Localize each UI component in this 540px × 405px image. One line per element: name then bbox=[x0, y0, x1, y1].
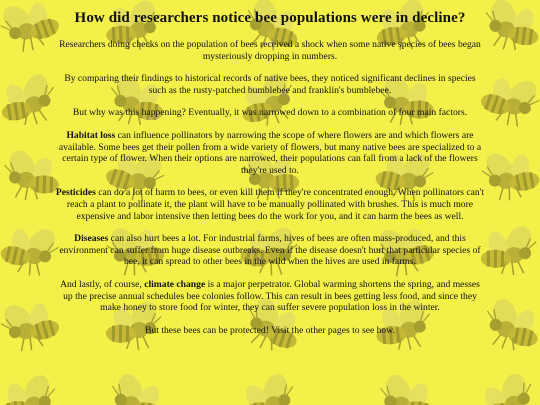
habitat-loss-paragraph bbox=[55, 130, 485, 176]
article bbox=[55, 0, 485, 336]
bee-icon bbox=[481, 221, 537, 275]
bee-icon bbox=[0, 290, 63, 356]
climate-change-term: climate change bbox=[144, 278, 206, 290]
climate-change-text: is a major perpetrator. Global warming shortens the spring, and messes up the precise annual schedules bee colonies follow. This can result in bees getting less food, and since they make honey to store food for winter, they can suffer severe population loss in the winter. bbox=[63, 278, 480, 314]
bee-icon bbox=[235, 367, 299, 405]
bee-icon bbox=[481, 0, 540, 54]
diseases-paragraph bbox=[55, 233, 485, 268]
bee-icon bbox=[3, 146, 60, 201]
bee-icon bbox=[377, 369, 437, 405]
page-title: How did researchers notice bee populations were in decline? bbox=[74, 10, 466, 26]
climate-change-prefix: And lastly, of course, bbox=[60, 278, 145, 290]
habitat-loss-text: can influence pollinators by narrowing the scope of where flowers are and which flowers are available. Some bees get their pollen from a wide variety of flowers, but many native bees are specialized to a certain type of flower. When their options are narrowed, their populations can fall from a lack of the flowers they're used to. bbox=[58, 129, 482, 176]
intro-paragraph: Researchers doing checks on the population of bees received a shock when some native species of bees began mysteriously dropping in numbers. bbox=[59, 39, 481, 62]
diseases-term: Diseases bbox=[74, 233, 109, 245]
bee-icon bbox=[473, 366, 540, 405]
factors-paragraph: But why was this happening? Eventually, it was narrowed down to a combination of four main factors. bbox=[72, 107, 468, 119]
bee-icon bbox=[0, 216, 63, 280]
diseases-text: can also hurt bees a lot. For industrial farms, hives of bees are often mass-produced, and this environment can suffer from huge disease outbreaks. Even if the disease doesn't hurt that particular species of bee, it can spread to other bees in the wild when the hives are used in farms. bbox=[59, 233, 481, 268]
pesticides-text: can do a lot of harm to bees, or even kill them if they're concentrated enough. When pollinators can't reach a plant to pollinate it, the plant will have to be manually pollinated with brushes. This is much more expensive and labor intensive then letting bees do the work for you, and it can harm the bees as well. bbox=[66, 187, 485, 222]
closing-paragraph: But these bees can be protected! Visit the other pages to see how. bbox=[145, 324, 395, 336]
pesticides-paragraph bbox=[55, 187, 485, 222]
climate-change-paragraph bbox=[55, 279, 485, 314]
bee-icon bbox=[478, 142, 540, 204]
bee-icon bbox=[480, 292, 540, 356]
pesticides-term: Pesticides bbox=[55, 187, 96, 199]
bee-icon bbox=[0, 370, 58, 405]
bee-icon bbox=[0, 68, 59, 129]
bee-icon bbox=[476, 64, 540, 132]
records-paragraph: By comparing their findings to historical records of native bees, they noticed significant declines in species such as the rusty-patched bumblebee and franklin's bumblebee. bbox=[64, 73, 476, 96]
bee-icon bbox=[105, 367, 170, 405]
habitat-loss-term: Habitat loss bbox=[66, 129, 116, 141]
